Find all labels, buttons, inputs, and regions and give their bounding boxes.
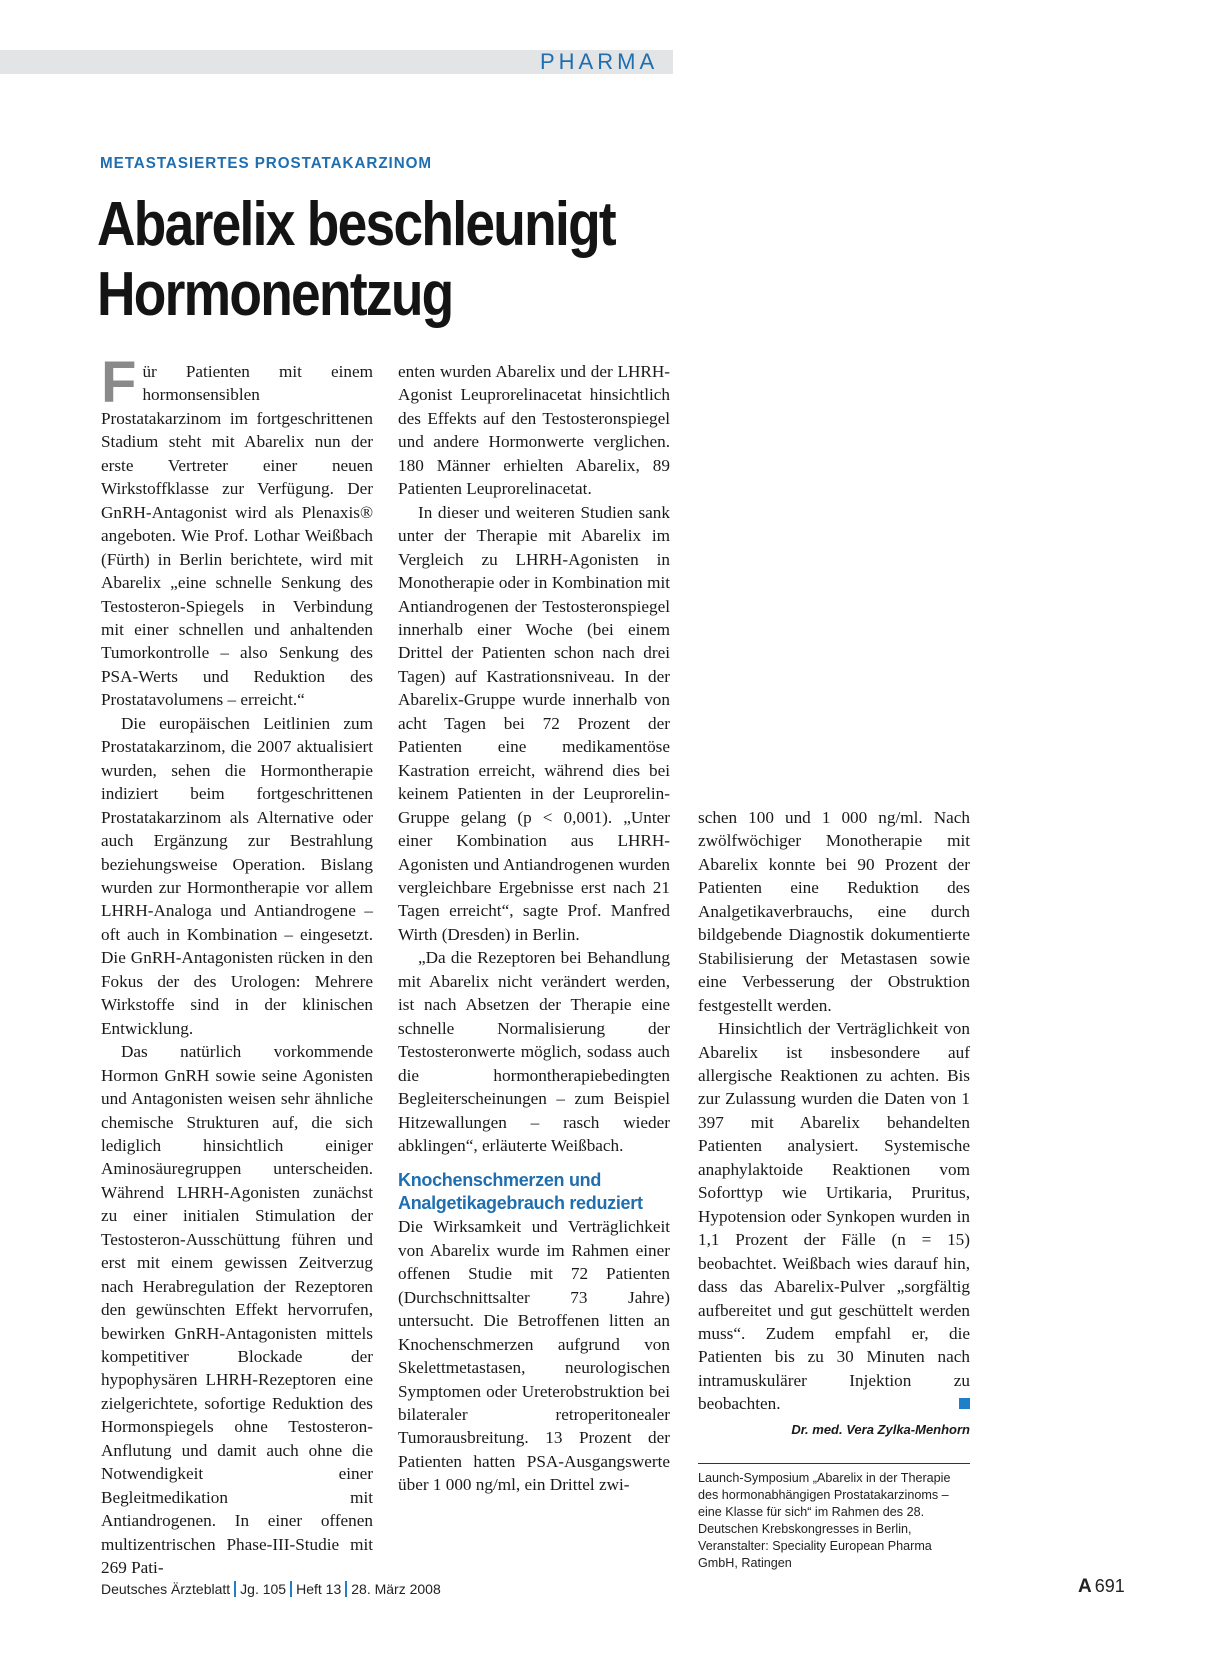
dropcap: F <box>101 350 137 415</box>
divider <box>290 1581 292 1597</box>
page-footer <box>101 1580 441 1598</box>
page-number-value: 691 <box>1094 1576 1125 1596</box>
paragraph: enten wurden Abarelix und der LHRH-Agonist Leuprorelinacetat hinsichtlich des Effekts auf den Testosteronspiegel und andere Hormonwerte verglichen. 180 Männer erhielten Abarelix, 89 Patienten Leuprorelinacetat. <box>398 362 670 499</box>
paragraph: Die Wirksamkeit und Verträglichkeit von Abarelix wurde im Rahmen einer offenen Studie mit 72 Patienten (Durchschnittsalter 73 Jahre) untersucht. Die Betroffenen litten an Knochenschmerzen aufgrund von Skelettmetastasen, neurologischen Symptomen oder Ureterobstruktion bei bilateraler retroperitonealer Tumorausbreitung. 13 Prozent der Patienten hatten PSA-Ausgangswerte über 1 000 ng/ml, ein Drittel zwi- <box>398 1217 670 1495</box>
paragraph-text: Hinsichtlich der Verträglichkeit von Abarelix ist insbesondere auf allergische Reaktionen zu achten. Bis zur Zulassung wurden die Daten von 1 397 mit Abarelix behandelten Patienten analysiert. Systemische anaphylaktoide Reaktionen vom Soforttyp wie Urtikaria, Pruritus, Hypotension oder Synkopen wurden in 1,1 Prozent der Fälle (n = 15) beobachtet. Weißbach wies darauf hin, dass das Abarelix-Pulver „sorgfältig aufbereitet und gut geschüttelt werden muss“. Zudem empfahl er, die Patienten bis zu 30 Minuten nach intramuskulärer Injektion zu beobachten. <box>698 1019 970 1414</box>
article-headline <box>97 190 647 330</box>
divider <box>345 1581 347 1597</box>
volume: Jg. 105 <box>240 1581 287 1597</box>
paragraph-text: ür Patienten mit einem hormonsensiblen Prostatakarzinom im fortgeschrittenen Stadium steht mit Abarelix nun der erste Vertreter einer neuen Wirkstoffklasse zur Verfügung. Der GnRH-Antagonist wird als Plenaxis® angeboten. Wie Prof. Lothar Weißbach (Fürth) in Berlin berichtete, wird mit Abarelix „eine schnelle Senkung des Testosteron-Spiegels in Verbindung mit einer schnellen und anhaltenden Tumorkontrolle – also Senkung des PSA-Werts und Reduktion des Prostatavolumens – erreicht.“ <box>101 362 373 710</box>
article-kicker: METASTASIERTES PROSTATAKARZINOM <box>100 155 433 172</box>
page-number <box>1078 1576 1125 1598</box>
paragraph: Das natürlich vorkommende Hormon GnRH sowie seine Agonisten und Antagonisten weisen sehr ähnliche chemische Strukturen auf, die sich lediglich hinsichtlich einiger Aminosäuregruppen unterscheiden. Während LHRH-Agonisten zunächst zu einer initialen Stimulation der Testosteron-Ausschüttung führen und erst mit einem gewissen Zeitverzug nach Herabregulation der Rezeptoren den gewünschten Effekt hervorrufen, bewirken GnRH-Antagonisten mittels kompetitiver Blockade der hypophysären LHRH-Rezeptoren eine zielgerichtete, sofortige Reduktion des Hormonspiegels ohne Testosteron-Anflutung und damit auch ohne die Notwendigkeit einer Begleitmedikation mit Antiandrogenen. In einer offenen multizentrischen Phase-III-Studie mit 269 Pati- <box>101 1042 373 1578</box>
column-2 <box>398 360 670 1497</box>
divider <box>234 1581 236 1597</box>
issue-date: 28. März 2008 <box>351 1581 441 1597</box>
issue: Heft 13 <box>296 1581 342 1597</box>
headline-line-2: Hormonentzug <box>97 260 453 329</box>
page-prefix: A <box>1078 1576 1092 1597</box>
headline-line-1: Abarelix beschleunigt <box>97 190 615 259</box>
journal-name: Deutsches Ärzteblatt <box>101 1581 231 1597</box>
footnote: Launch-Symposium „Abarelix in der Therapie des hormonabhängigen Prostatakarzinoms – eine Klasse für sich“ im Rahmen des 28. Deutschen Krebskongresses in Berlin, Veranstalter: Speciality European Pharma GmbH, Ratingen <box>698 1463 970 1572</box>
subheading: Knochenschmerzen und Analgetikagebrauch reduziert <box>398 1170 643 1214</box>
paragraph: schen 100 und 1 000 ng/ml. Nach zwölfwöchiger Monotherapie mit Abarelix konnte bei 90 Prozent der Patienten eine Reduktion des Analgetikaverbrauchs, eine durch bildgebende Diagnostik dokumentierte Stabilisierung der Metastasen sowie eine Verbesserung der Obstruktion festgestellt werden. <box>698 808 970 1015</box>
end-square-icon <box>959 1398 970 1409</box>
column-1 <box>101 350 373 1580</box>
paragraph: „Da die Rezeptoren bei Behandlung mit Abarelix nicht verändert werden, ist nach Absetzen der Therapie eine schnelle Normalisierung der Testosteronwerte möglich, sodass auch die hormontherapiebedingten Begleiterscheinungen – zum Beispiel Hitzewallungen – rasch wieder abklingen“, erläuterte Weißbach. <box>398 948 670 1155</box>
paragraph <box>698 1017 970 1416</box>
paragraph: In dieser und weiteren Studien sank unter der Therapie mit Abarelix im Vergleich zu LHRH-Agonisten in Monotherapie oder in Kombination mit Antiandrogenen der Testosteronspiegel innerhalb einer Woche (bei einem Drittel der Patienten schon nach drei Tagen) auf Kastrationsniveau. In der Abarelix-Gruppe wurde innerhalb von acht Tagen bei 72 Prozent der Patienten eine medikamentöse Kastration erreicht, während dies bei keinem Patienten in der Leuprorelin-Gruppe gelang (p < 0,001). „Unter einer Kombination aus LHRH-Agonisten und Antiandrogenen wurden vergleichbare Ergebnisse erst nach 21 Tagen erreicht“, sagte Prof. Manfred Wirth (Dresden) in Berlin. <box>398 502 670 944</box>
paragraph <box>101 350 373 712</box>
paragraph: Die europäischen Leitlinien zum Prostatakarzinom, die 2007 aktualisiert wurden, sehen die Hormontherapie indiziert beim fortgeschrittenen Prostatakarzinom als Alternative oder auch Ergänzung zur Bestrahlung beziehungsweise Operation. Bislang wurden zur Hormontherapie vor allem LHRH-Analoga und Antiandrogene – oft auch in Kombination – eingesetzt. Die GnRH-Antagonisten rücken in den Fokus der des Urologen: Mehrere Wirkstoffe sind in der klinischen Entwicklung. <box>101 713 373 1038</box>
section-label: PHARMA <box>540 49 659 74</box>
author-byline: Dr. med. Vera Zylka-Menhorn <box>791 1421 970 1437</box>
column-3 <box>698 806 970 1440</box>
